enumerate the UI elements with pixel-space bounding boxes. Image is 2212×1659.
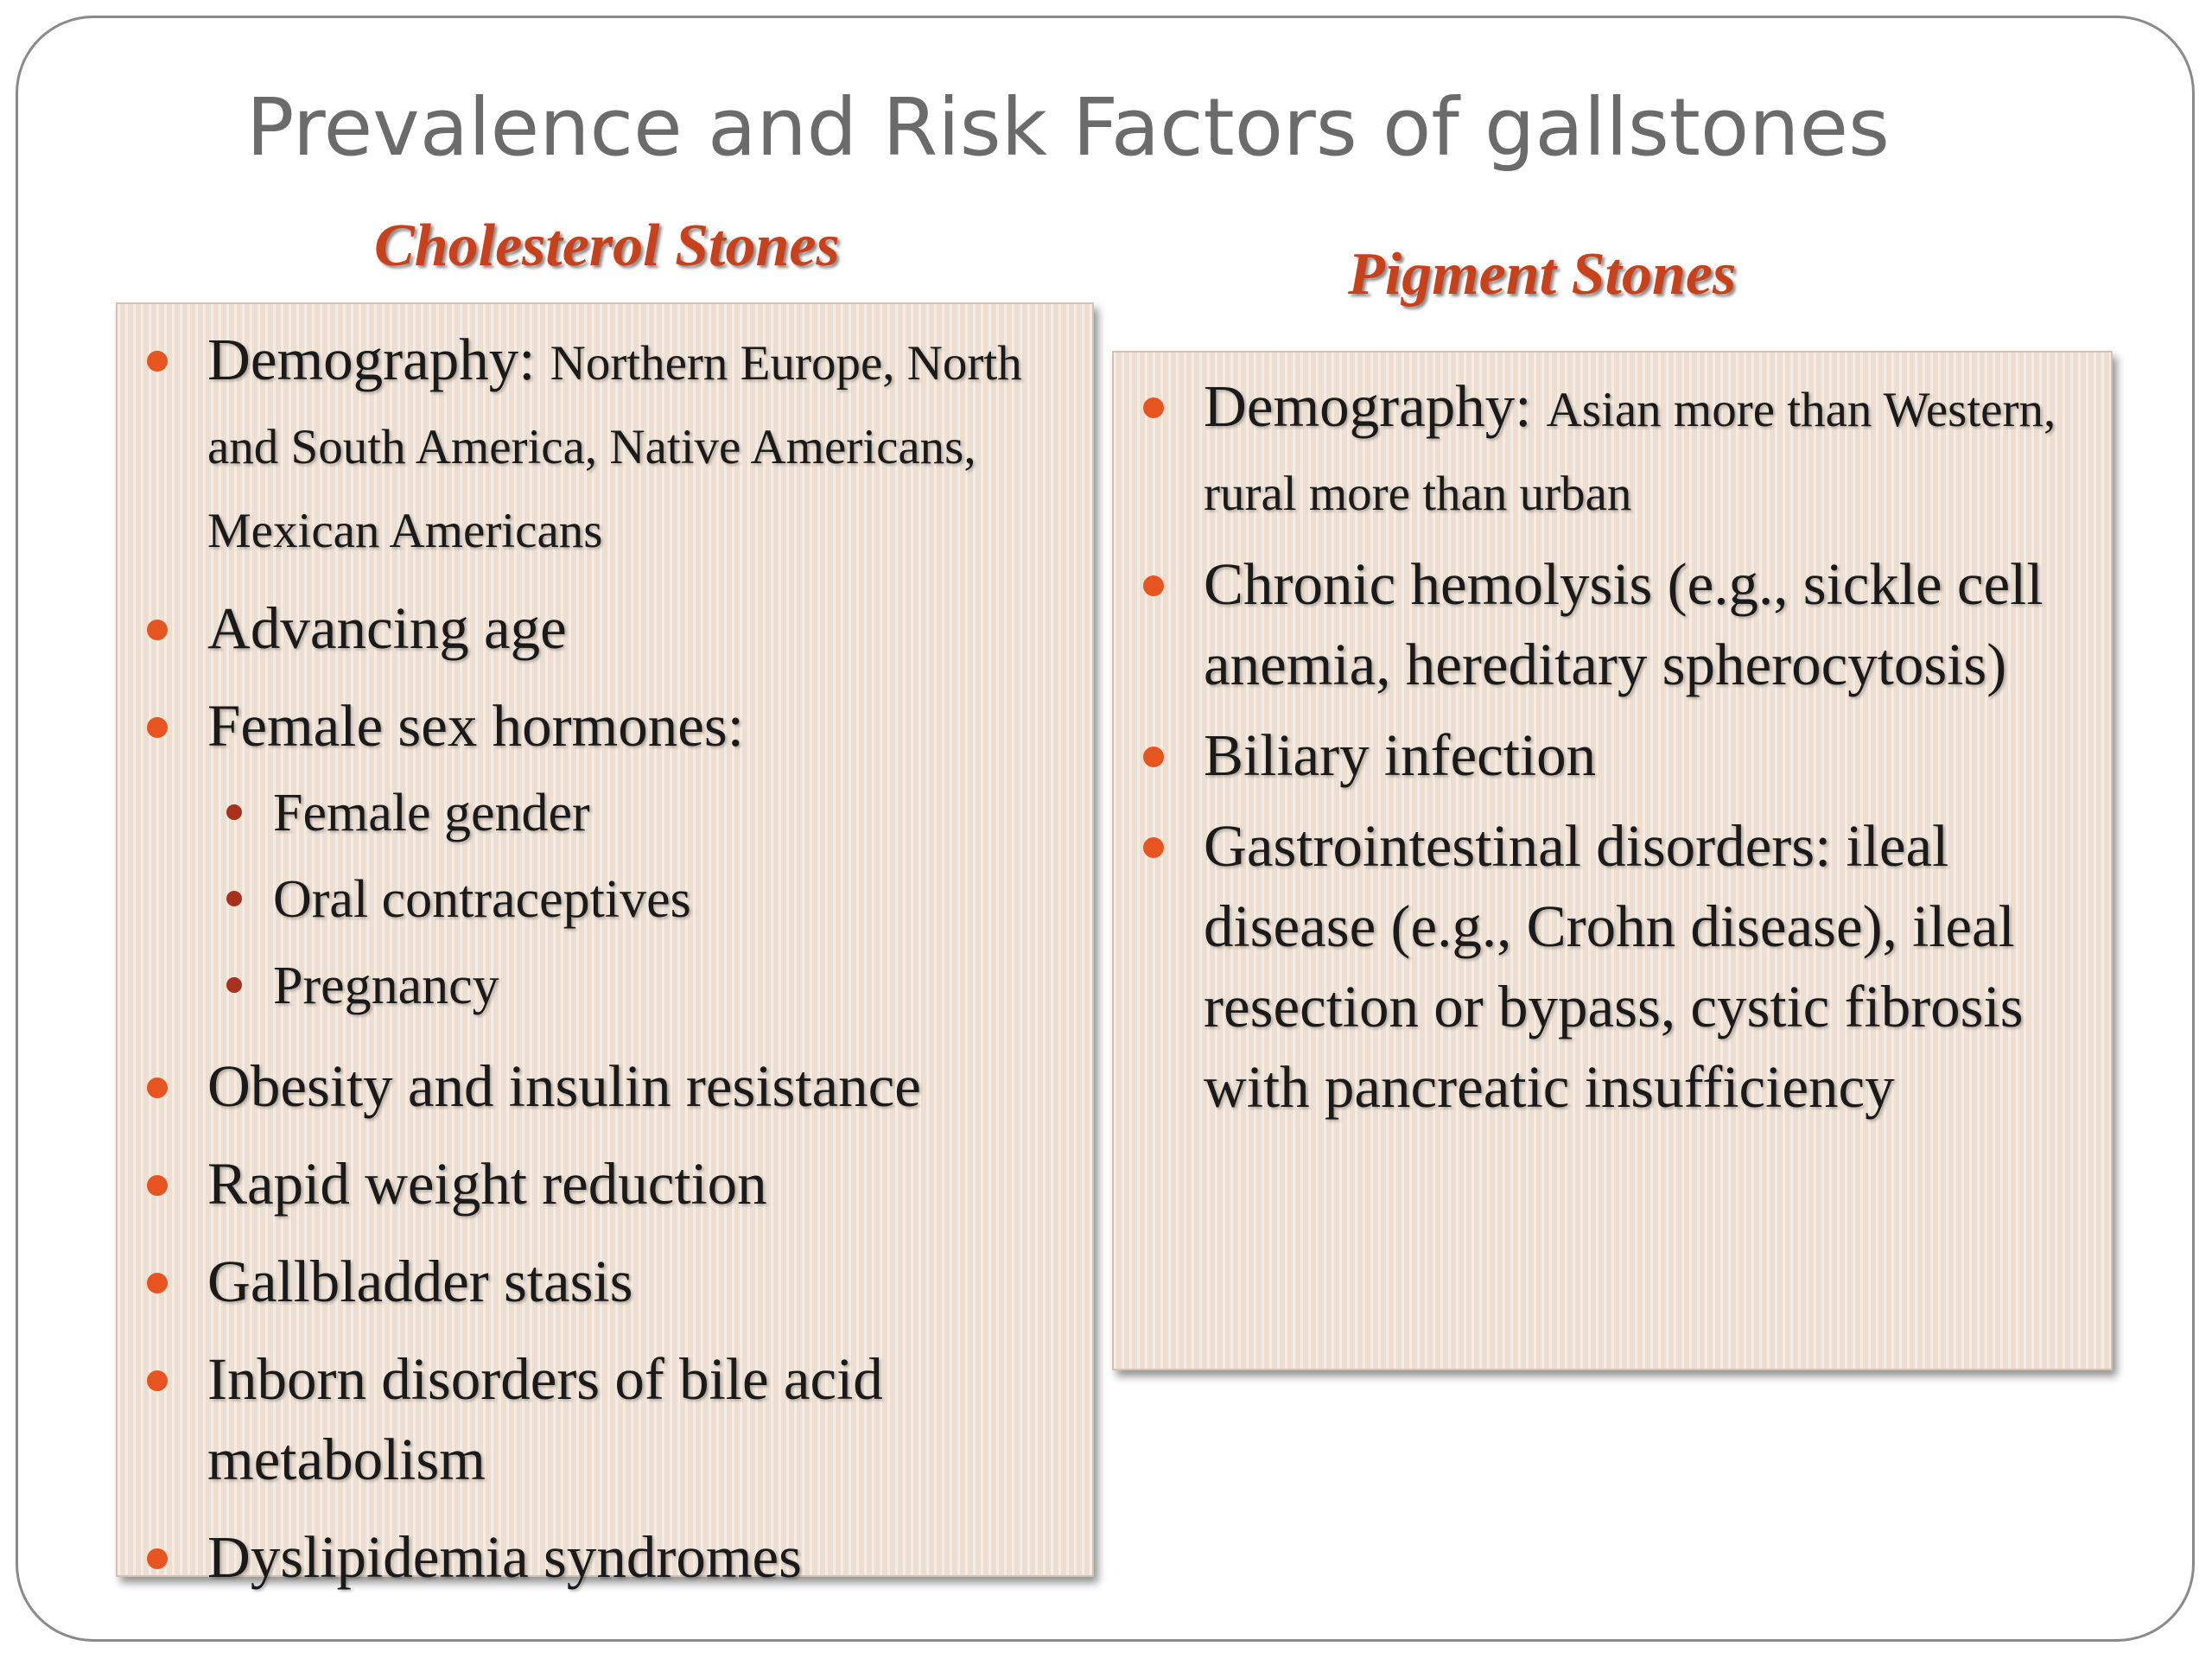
list-item: [118, 686, 1075, 1029]
cholesterol-list: [118, 320, 1075, 1598]
list-item: Gastrointestinal disorders: ileal disease (e.g., Crohn disease), ileal resection or bypass, cystic fibrosis with pancreatic insufficiency: [1114, 806, 2094, 1128]
cholesterol-panel: [116, 302, 1094, 1590]
list-item: Obesity and insulin resistance: [118, 1046, 1075, 1127]
list-item: Advancing age: [118, 588, 1075, 669]
list-item: Rapid weight reduction: [118, 1144, 1075, 1224]
slide-title: Prevalence and Risk Factors of gallstones: [246, 81, 1890, 174]
list-item-label: Female sex hormones:: [207, 693, 744, 759]
cholesterol-stones-heading: Cholesterol Stones: [374, 213, 840, 279]
demography-text: Asian more than Western, rural more than urban: [1204, 383, 2056, 521]
list-item: [118, 320, 1075, 571]
demography-label: Demography:: [1204, 373, 1532, 439]
sub-list-item: Oral contraceptives: [206, 856, 1075, 943]
list-item: Inborn disorders of bile acid metabolism: [118, 1339, 1075, 1500]
sub-list-item: Pregnancy: [206, 943, 1075, 1029]
sub-list-item: Female gender: [206, 770, 1075, 856]
list-item: Dyslipidemia syndromes: [118, 1517, 1075, 1598]
sub-list: [207, 770, 1075, 1029]
list-item: [1114, 366, 2094, 534]
list-item: Chronic hemolysis (e.g., sickle cell anemia, hereditary spherocytosis): [1114, 544, 2094, 705]
list-item: Biliary infection: [1114, 715, 2094, 796]
list-item: Gallbladder stasis: [118, 1242, 1075, 1322]
demography-text: Northern Europe, North and South America, Native Americans, Mexican Americans: [207, 336, 1022, 558]
pigment-stones-heading: Pigment Stones: [1348, 241, 1737, 308]
demography-label: Demography:: [207, 327, 536, 392]
pigment-panel: [1112, 351, 2113, 1370]
pigment-list: [1114, 366, 2094, 1128]
